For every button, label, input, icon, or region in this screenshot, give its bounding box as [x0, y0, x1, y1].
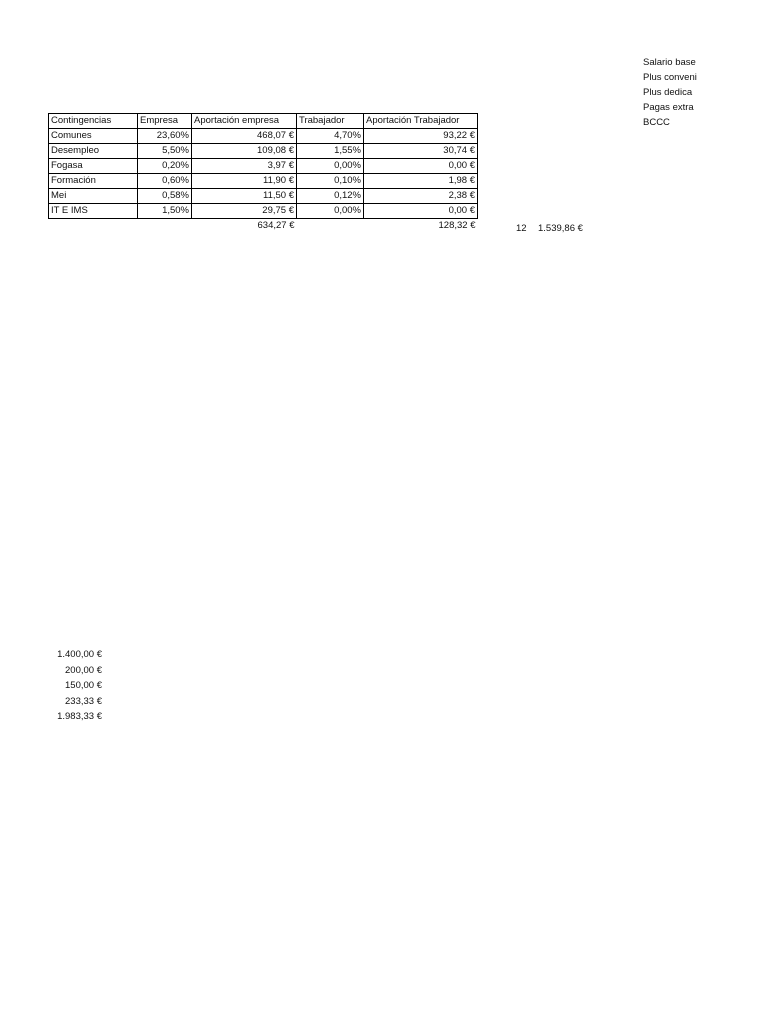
- cell-aportacion-empresa: 468,07 €: [192, 129, 297, 144]
- table-row: [49, 174, 478, 189]
- cell-contingencia: Desempleo: [49, 144, 138, 159]
- table-row: [49, 204, 478, 219]
- cell-trabajador-pct: 0,00%: [297, 204, 364, 219]
- table-row: [49, 144, 478, 159]
- cell-contingencia: Comunes: [49, 129, 138, 144]
- cell-aportacion-trabajador: 0,00 €: [364, 204, 478, 219]
- cell-empresa-pct: 23,60%: [138, 129, 192, 144]
- header-aportacion-empresa: Aportación empresa: [192, 114, 297, 129]
- cell-trabajador-pct: 0,12%: [297, 189, 364, 204]
- totals-spacer: [297, 219, 364, 234]
- cell-contingencia: Fogasa: [49, 159, 138, 174]
- cell-aportacion-empresa: 11,90 €: [192, 174, 297, 189]
- cell-aportacion-trabajador: 0,00 €: [364, 159, 478, 174]
- annual-amount: 1.539,86 €: [538, 223, 583, 234]
- label-plus-dedicacion: Plus dedica: [643, 87, 693, 98]
- cell-trabajador-pct: 0,00%: [297, 159, 364, 174]
- cell-contingencia: Mei: [49, 189, 138, 204]
- cell-trabajador-pct: 0,10%: [297, 174, 364, 189]
- totals-row: [49, 219, 478, 234]
- total-aportacion-trabajador: 128,32 €: [438, 220, 476, 231]
- value-bccc: 1.983,33 €: [57, 711, 102, 722]
- label-salario-base: Salario base: [643, 57, 696, 68]
- value-plus-dedicacion: 150,00 €: [65, 680, 102, 691]
- cell-aportacion-empresa: 11,50 €: [192, 189, 297, 204]
- table-header-row: [49, 114, 478, 129]
- header-contingencias: Contingencias: [49, 114, 138, 129]
- label-plus-convenio: Plus conveni: [643, 72, 697, 83]
- salary-values-list: [48, 647, 102, 725]
- header-aportacion-trabajador: Aportación Trabajador: [364, 114, 478, 129]
- header-trabajador: Trabajador: [297, 114, 364, 129]
- label-pagas-extra: Pagas extra: [643, 102, 694, 113]
- totals-spacer: [49, 219, 138, 234]
- cell-aportacion-empresa: 3,97 €: [192, 159, 297, 174]
- cell-empresa-pct: 0,20%: [138, 159, 192, 174]
- months-count: 12: [516, 223, 527, 234]
- value-plus-convenio: 200,00 €: [65, 664, 102, 676]
- cell-aportacion-trabajador: 93,22 €: [364, 129, 478, 144]
- cell-aportacion-trabajador: 2,38 €: [364, 189, 478, 204]
- table-row: [49, 129, 478, 144]
- cell-aportacion-trabajador: 1,98 €: [364, 174, 478, 189]
- table-row: [49, 189, 478, 204]
- cell-aportacion-empresa: 29,75 €: [192, 204, 297, 219]
- cell-empresa-pct: 5,50%: [138, 144, 192, 159]
- salary-concept-labels: [643, 55, 713, 130]
- cell-aportacion-trabajador: 30,74 €: [364, 144, 478, 159]
- cell-empresa-pct: 0,58%: [138, 189, 192, 204]
- contingencias-table: [48, 113, 478, 233]
- cell-contingencia: Formación: [49, 174, 138, 189]
- value-salario-base: 1.400,00 €: [57, 649, 102, 660]
- table-row: [49, 159, 478, 174]
- cell-trabajador-pct: 1,55%: [297, 144, 364, 159]
- label-bccc: BCCC: [643, 117, 670, 128]
- cell-empresa-pct: 0,60%: [138, 174, 192, 189]
- cell-aportacion-empresa: 109,08 €: [192, 144, 297, 159]
- header-empresa: Empresa: [138, 114, 192, 129]
- value-pagas-extra: 233,33 €: [65, 695, 102, 707]
- total-aportacion-empresa: 634,27 €: [257, 220, 295, 231]
- cell-trabajador-pct: 4,70%: [297, 129, 364, 144]
- cell-empresa-pct: 1,50%: [138, 204, 192, 219]
- totals-spacer: [138, 219, 192, 234]
- cell-contingencia: IT E IMS: [49, 204, 138, 219]
